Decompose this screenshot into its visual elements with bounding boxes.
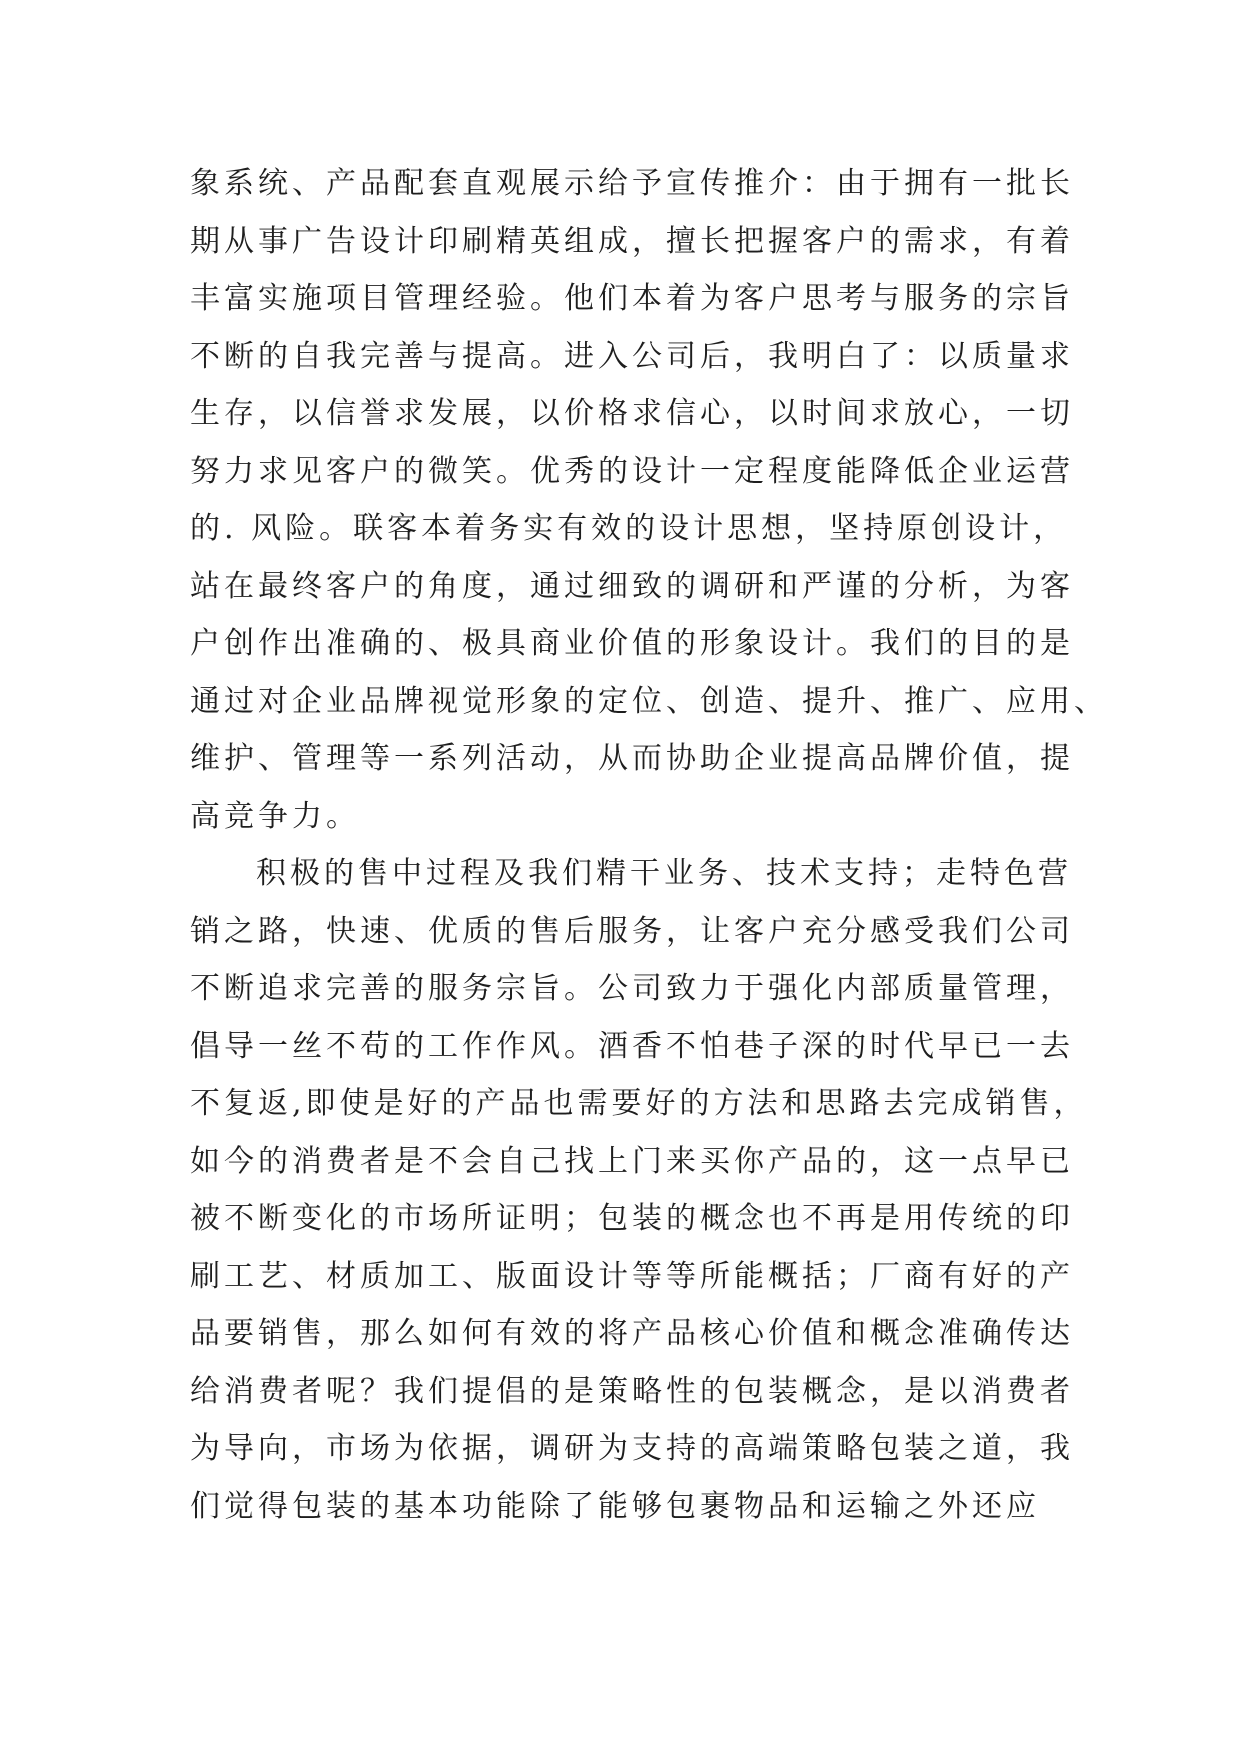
text-line: 销之路，快速、优质的售后服务，让客户充分感受我们公司 xyxy=(190,913,1074,949)
text-line: 不断追求完善的服务宗旨。公司致力于强化内部质量管理， xyxy=(190,971,1074,1006)
text-line: 象系统、产品配套直观展示给予宣传推介：由于拥有一批长 xyxy=(190,166,1074,201)
text-line: 不复返,即使是好的产品也需要好的方法和思路去完成销售， xyxy=(190,1086,1088,1121)
text-line: 如今的消费者是不会自己找上门来买你产品的，这一点早已 xyxy=(190,1143,1074,1179)
text-line: 丰富实施项目管理经验。他们本着为客户思考与服务的宗旨 xyxy=(190,281,1074,316)
paragraph-1 xyxy=(190,155,1108,845)
text-line: 为导向，市场为依据，调研为支持的高端策略包装之道，我 xyxy=(190,1431,1074,1466)
text-line: 户创作出准确的、极具商业价值的形象设计。我们的目的是 xyxy=(190,626,1074,661)
text-line: 的. 风险。联客本着务实有效的设计思想，坚持原创设计， xyxy=(190,511,1068,546)
text-line: 们觉得包装的基本功能除了能够包裹物品和运输之外还应 xyxy=(190,1488,1040,1524)
text-line: 维护、管理等一系列活动，从而协助企业提高品牌价值，提 xyxy=(190,741,1074,776)
text-line: 高竞争力。 xyxy=(190,798,360,834)
text-line: 站在最终客户的角度，通过细致的调研和严谨的分析，为客 xyxy=(190,568,1074,604)
text-line: 被不断变化的市场所证明；包装的概念也不再是用传统的印 xyxy=(190,1201,1074,1236)
paragraph-2 xyxy=(190,845,1088,1535)
text-line: 期从事广告设计印刷精英组成，擅长把握客户的需求，有着 xyxy=(190,223,1074,259)
document-body xyxy=(190,155,1108,1535)
text-line: 努力求见客户的微笑。优秀的设计一定程度能降低企业运营 xyxy=(190,453,1074,489)
text-line: 生存，以信誉求发展，以价格求信心，以时间求放心，一切 xyxy=(190,396,1074,431)
text-line: 积极的售中过程及我们精干业务、技术支持；走特色营 xyxy=(256,856,1072,891)
text-line: 刷工艺、材质加工、版面设计等等所能概括；厂商有好的产 xyxy=(190,1258,1074,1294)
text-line: 品要销售，那么如何有效的将产品核心价值和概念准确传达 xyxy=(190,1316,1074,1351)
text-line: 倡导一丝不苟的工作作风。酒香不怕巷子深的时代早已一去 xyxy=(190,1028,1074,1064)
text-line: 不断的自我完善与提高。进入公司后，我明白了：以质量求 xyxy=(190,338,1074,374)
text-line: 给消费者呢？我们提倡的是策略性的包装概念，是以消费者 xyxy=(190,1373,1074,1409)
text-line: 通过对企业品牌视觉形象的定位、创造、提升、推广、应用、 xyxy=(190,683,1108,719)
